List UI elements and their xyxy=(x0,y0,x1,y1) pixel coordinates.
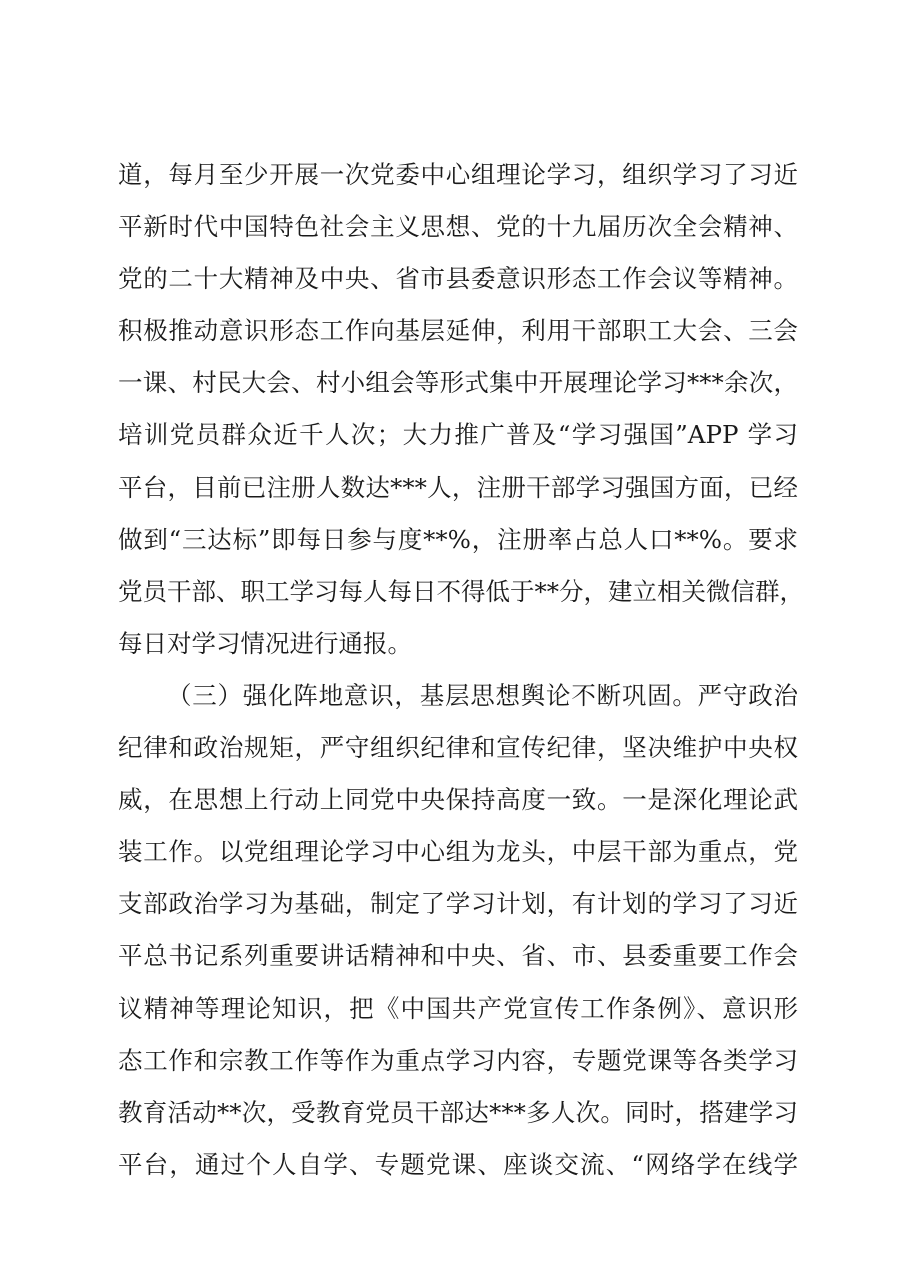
text-line: 支部政治学习为基础，制定了学习计划，有计划的学习了习近 xyxy=(118,889,798,919)
text-line: 培训党员群众近千人次；大力推广普及“学习强国”APP 学习 xyxy=(118,420,798,450)
text-line: 每日对学习情况进行通报。 xyxy=(118,628,412,658)
text-line: 平台，目前已注册人数达***人，注册干部学习强国方面，已经 xyxy=(118,472,798,502)
text-line: 议精神等理论知识，把《中国共产党宣传工作条例》、意识形 xyxy=(118,993,798,1023)
text-line: 一课、村民大会、村小组会等形式集中开展理论学习***余次， xyxy=(118,368,798,398)
text-line: 积极推动意识形态工作向基层延伸，利用干部职工大会、三会 xyxy=(118,316,798,346)
body-text xyxy=(118,149,804,1191)
text-line: 做到“三达标”即每日参与度**%，注册率占总人口**%。要求 xyxy=(118,524,798,554)
text-line: 平台，通过个人自学、专题党课、座谈交流、“网络学在线学 xyxy=(118,1149,798,1179)
text-line: 道，每月至少开展一次党委中心组理论学习，组织学习了习近 xyxy=(118,160,798,189)
text-line: 教育活动**次，受教育党员干部达***多人次。同时，搭建学习 xyxy=(118,1097,798,1127)
text-line: 党的二十大精神及中央、省市县委意识形态工作会议等精神。 xyxy=(118,264,798,294)
text-line: 装工作。以党组理论学习中心组为龙头，中层干部为重点，党 xyxy=(118,837,798,867)
text-line: 威，在思想上行动上同党中央保持高度一致。一是深化理论武 xyxy=(118,785,798,815)
text-line: 态工作和宗教工作等作为重点学习内容，专题党课等各类学习 xyxy=(118,1045,798,1075)
section-heading-line: （三）强化阵地意识，基层思想舆论不断巩固。严守政治 xyxy=(167,680,798,710)
text-line: 平总书记系列重要讲话精神和中央、省、市、县委重要工作会 xyxy=(118,941,798,971)
text-line: 党员干部、职工学习每人每日不得低于**分，建立相关微信群， xyxy=(118,576,804,606)
text-line: 纪律和政治规矩，严守组织纪律和宣传纪律，坚决维护中央权 xyxy=(118,733,798,763)
text-line: 平新时代中国特色社会主义思想、党的十九届历次全会精神、 xyxy=(118,212,798,242)
